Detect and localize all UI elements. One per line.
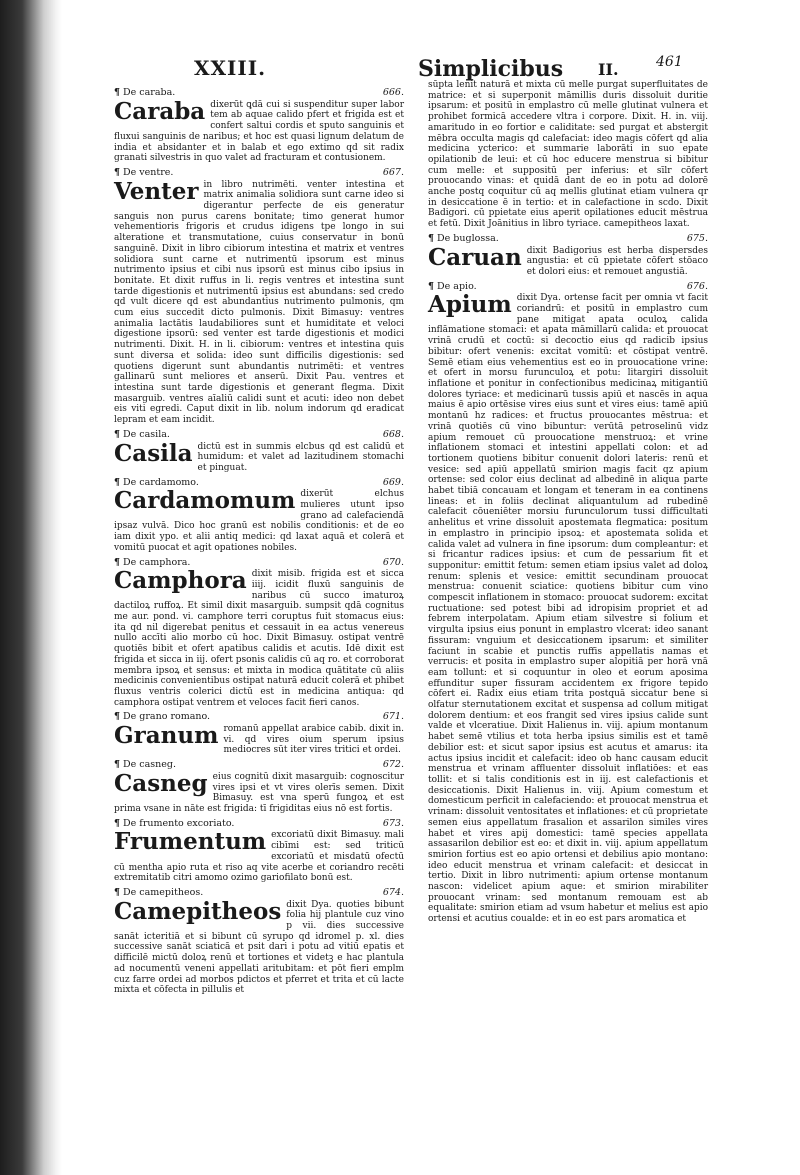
entry-text: dixerūt ꝗdā cui si suspenditur super labor tem ab aquae calido pfert et frigida est et confert saltui cordis et sputo sanguinis et fluxui sanguinis de naribus; et hoc est quasi lignum delatum de india et absidanter et in balab et ego extimo qd sit radix granati silvestris in quo valet ad fracturam et contusionem. [114, 99, 404, 164]
pilcrow-icon: ¶ [114, 886, 121, 898]
entry-lemma: Casneg [114, 769, 208, 797]
pilcrow-icon: ¶ [114, 759, 121, 771]
entry-header [114, 88, 404, 99]
entry-rubric [114, 558, 190, 569]
pilcrow-icon: ¶ [114, 476, 121, 488]
entry-text: dixit Badigorius est herba dispersdes angustia: et cū ppietate cōfert stōaco et dolori eius: et remouet angustiā. [526, 245, 708, 277]
rubric-text: De grano romano. [123, 711, 211, 723]
folio-left-label: XXIII. [194, 56, 267, 80]
entry-header [114, 558, 404, 569]
pilcrow-icon: ¶ [428, 280, 435, 292]
entry-text: dixit misib. frigida est et sicca iiij. icidit fluxū sanguinis de naribus cū succo imaturoꝝ dactiloꝝ ruffoꝝ. Et simil dixit masarguib. sumpsit qdā cognitus me aur. pond. vi. camphore terri coruptus fuit stomacus eius: ita qd nil digerebat penitus et cessauit in ea actus venereus nullo accīti alio morbo cū hoc. Dixit Bimasuy. ostipat ventrē quotiēs bibit et ofert apatibus calidis et acutis. Idē dixit est frigida et sicca in iij. ofert psonis calidis cū aq ro. et corroborat membra ipsoꝝ et sensus: et mixta in modica quātitate cū aliis medicinis convenientibus ostipat naturā educit colerā et phibet fluxus ventris colerici dictū est in medicina antiqua: qd camphora ostipat ventrem et veloces facit fieri canos. [114, 569, 404, 708]
continued-text: sūpta lenit naturā et mixta cū melle purgat superfluitates de matrice: et si superponit māmillis duris dissoluit duritie ipsarum: et positū in emplastro cū melle glutinat vulnera et prohibet formicā accedere vltra i corpore. Dixit. H. in. viij. amaritudo in eo fortior e caliditate: sed purgat et abstergit mēbra occulta magis qd calefaciat: ideo magis cōfert qd alia medicina ycterico: et summarie laborāti in suo epate opilationib de leui: et cū hoc educere menstrua si bibitur cum melle: et suppositū per inferius: et sīlr cōfert prouocando vinas: et quidā dant de eo in potu ad dolorē anche postq coquitur cū aq mellis glutinat etiam vulnera qr in desiccatione ē in tertio: et in calefactione in scdo. Dixit Badigori. cū ppietate eius aperit opilationes educit mēstrua et fetū. Dixit Joānitius in libro tyriace. camepitheos laxat. [428, 80, 708, 230]
running-title: Simplicibus [418, 56, 564, 82]
book-number: II. [598, 60, 619, 79]
entry-lemma: Cardamomum [114, 487, 296, 515]
folio-page [76, 50, 736, 1050]
rubric-text: De camepitheos. [123, 886, 204, 898]
running-head [76, 50, 736, 84]
entry-rubric [114, 819, 234, 830]
pilcrow-icon: ¶ [114, 87, 121, 98]
rubric-text: De ventre. [123, 166, 174, 178]
entry-text: excoriatū dixit Bimasuy. mali cibīmi est: sed triticū excoriatū et misdatū ofectū cū mentha apio ruta et riso aq vite acerbe et coriandro recēti extremitatib citri amomo ozimo gariofilato bonū est. [114, 830, 404, 884]
rubric-text: De buglossa. [437, 232, 499, 244]
entry-text: dixit Dya. quoties bibunt folia hij plantule cuz vino p vii. dies successive sanāt icteritiā et si bibunt cū syrupo qd idromel p. xl. dies successive sanāt sciaticā et psit dari i potu ad vitiū epatis et difficilē mictū doloꝝ renū et tortiones et videtꝫ e hac plantula ad nocumentū veneni appellati aritubitam: et pōt fieri emplm cuz farre ordei ad morbos pdictos et pferret et trita et cū lacte mixta et cōfecta in pillulis et [114, 899, 404, 996]
entry-header [114, 430, 404, 441]
rubric-text: De casneg. [123, 759, 177, 771]
entry-number: 671. [382, 711, 404, 723]
entry-granum [114, 712, 404, 756]
entry-header [428, 282, 708, 293]
entry-number: 675. [686, 232, 708, 244]
entry-header [114, 168, 404, 179]
pilcrow-icon: ¶ [114, 817, 121, 829]
pilcrow-icon: ¶ [114, 428, 121, 440]
entry-number: 673. [382, 817, 404, 829]
entry-number: 672. [382, 759, 404, 771]
left-column [114, 88, 404, 1000]
entry-rubric [114, 478, 199, 489]
binding-gutter [0, 0, 62, 1175]
page-number: 461 [656, 54, 683, 70]
entry-header [428, 234, 708, 245]
entry-camepitheos [114, 888, 404, 996]
entry-lemma: Camepitheos [114, 897, 282, 925]
entry-number: 674. [382, 886, 404, 898]
entry-text: eius cognitū dixit masarguib: cognoscitur vires ipsi et vt vires olerīs semen. Dixit Bimasuy. est vna sperū fungoꝝ et est prima vsane in nāte est frigida: tī frigiditas eius nō est fortis. [114, 771, 404, 814]
entry-casneg [114, 760, 404, 815]
entry-text: dictū est in summis elcbus qd est calidū et humidum: et valet ad lazitudinem stomachi et pinguat. [197, 441, 404, 473]
entry-text: dixit Dya. ortense facit per omnia vt facit coriandrū: et positū in emplastro cum pane mitigat apata oculoꝝ calida inflāmatione stomaci: et apata māmillarū calida: et prouocat vrinā crudū et coctū: si decoctio eius qd radicib ipsius bibitur: ofert venenis: excitat vomitū: et cōstipat ventrē. Semē etiam eius vehementius est eo in prouocatione vrine: et ofert in morsu furunculoꝝ et potu: litargiri dissoluit inflatione et ponitur in confectionibus medicinaꝝ mitigantiū dolores tyriace: et medicinarū tussis apiū et nascēs in aqua maius ē apio ortēsise vires eius sunt et vires eius: tamē apiū montanū hz radices: et fructus prouocantes mēstrua: et vrinā quotiēs cū vino bibuntur: verūtā petroselinū vidz apium remouet cū prouocatione menstruoꝝ: et vrine inflationem stomaci et intestini appellati colon: et ad tortionem quotiens bibitur conuenit dolori lateris: renū et vesice: sed apiū appellatū smirion magis facit qz apium ortense: sed color eius declinat ad albedinē in aliqua parte habet tibiā concauam et longam et teneram in ea continens lineas: et in foliis declinat aliquantulum ad rubedinē calefacit cōueniēter morsiu furunculorum tussi difficultati anhelitus et vrine dissoluit apostemata flegmatica: positum in emplastro in principio ipsoꝝ: et apostemata solida et calida valet ad vulnera in fine ipsorum: dum compleantur: et si fricantur radices ipsius: et cum de pessarium fit et supponitur: emittit fetum: semen etiam ipsius valet ad doloꝝ renum: splenis et vesice: emittit secundinam prouocat menstrua: conuenit sciatice: quotiens bibitur cum vino compescit inflationem in stomaco: prouocat sudorem: excitat ructuatione: sed potest bibi ad idropisim propriet et ad febrem interpolatam. Apium etiam silvestre si folium et virgulta ipsius eius ponunt in emplastro vlcerat: ideo sanant fissuram: vnguium et desiccationem ipsarum: et similiter faciunt in scabie et punctis ruffis appellatis namas et verrucis: et posita in emplastro super alopitiā per horā vnā eam tollunt: et si coquuntur in oleo et eorum aposima effunditur super fissuram accidentem ex frigore tepido cōfert ei. Radix eius etiam trita postquā siccatur bene si olfatur sternutationem excitat et suspensa ad collum mitigat dolorem dentium: et eos frangit sed vires ipsius calide sunt valde et vlceratiue. Dixit Halienus in. viij. apium montanum habet semē vtilius et tota herba ipsius similis est et tamē debilior est: et sicut sapor ipsius est acutus et amarus: ita actus ipsius incidit et calefacit: ideo ob hanc causam educit menstrua et vrinam affluenter dissoluit inflatiōes: et eas tollit: et si talis conditionis est in iij. est calefactionis et desiccationis. Dixit Halienus in. viij. Apium comestum et domesticum perficit in calefaciendo: et prouocat menstrua et vrinam: dissoluit ventositates et inflationes: et cū proprietate semen eius appellatum frasalion et assarilon similes vires habet et vires apij domestici: tamē species appellata assasarilon debilior est eo: et dixit in. viij. apium appellatum smirion fortius est eo apio ortensi et debilius apio montano: ideo educit menstrua et vrinam calefacit: et desiccat in tertio. Dixit in libro nutrimenti: apium ortense montanum nascon: videlicet apium aque: et smirion mirabiliter prouocant vrinam: sed montanum remouam est ab equalitate: smirion etiam ad vsum habetur et melius est apio ortensi et acutius coualde: et in eo est pars aromatica et [428, 293, 708, 925]
pilcrow-icon: ¶ [428, 232, 435, 244]
rubric-text: De frumento excoriato. [123, 817, 235, 829]
entry-lemma: Venter [114, 177, 199, 205]
entry-number: 668. [382, 428, 404, 440]
entry-camphora [114, 558, 404, 709]
rubric-text: De apio. [437, 280, 477, 292]
entry-frumentum [114, 819, 404, 884]
entry-lemma: Granum [114, 722, 219, 750]
entry-text: in libro nutrimēti. venter intestina et matrix animalia solidiora sunt carne ideo si digerantur perfecte de eis generatur sanguis non purus carens bonitate; timo generat humor vehementioris frigoris et crudus idigens tpe longo in sui alteratione et transmutatione, cuius conservatur in bonū sanguinē. Dixit in libro cibiorum intestina et matrix et ventres solidiora sunt carne et nutrimentū ipsorum est minus nutrimento ipsius et cibi nus ipsorū est minus cibo ipsius in bonitate. Et dixit ruffus in li. regis ventres et intestina sunt tarde digestionis et nutrimentū ipsius est abundans: sed credo qd vult dicere qd est abundantius nutrimento pulmonis, qm cum eius succedit dicto pulmonis. Dixit Bimasuy: ventres animalia lactātis laudabiliores sunt et humiditate et veloci digestione ipsorū: sed venter est tarde digestionis et modici nutrimenti. Dixit. H. in li. cibiorum: ventres et intestina quis sunt diversa et solida: ideo sunt difficilis digestionis: sed quotiens digerunt sunt abundantis nutrimēti: et ventres gallinarū sunt meliores et anserū. Dixit Pau. ventres et intestina sunt tarde digestionis et generant flegma. Dixit masarguib. ventres aīaliū calidi sunt et acuti: ideo non debet eis viti egredi. Caput dixit in lib. nolum indorum qd eradicat lepram et eam incidit. [114, 179, 404, 426]
entry-lemma: Caraba [114, 97, 206, 125]
entry-number: 667. [382, 166, 404, 178]
entry-lemma: Frumentum [114, 828, 267, 856]
entry-number: 670. [382, 556, 404, 568]
right-column [428, 80, 708, 929]
entry-number: 666. [382, 87, 404, 98]
entry-number: 676. [686, 280, 708, 292]
entry-header [114, 712, 404, 723]
entry-lemma: Casila [114, 439, 193, 467]
rubric-text: De cardamomo. [123, 476, 199, 488]
entry-apium [428, 282, 708, 925]
entry-venter [114, 168, 404, 426]
entry-lemma: Camphora [114, 567, 247, 595]
entry-text: romanū appellat arabice cabib. dixit in. vi. qd vires oium sperum ipsius mediocres sūt iter vires tritici et ordei. [223, 724, 404, 756]
rubric-text: De camphora. [123, 556, 191, 568]
rubric-text: De caraba. [123, 87, 176, 98]
entry-rubric [114, 760, 176, 771]
entry-rubric [114, 430, 170, 441]
entry-caraba [114, 88, 404, 164]
entry-rubric [114, 888, 203, 899]
entry-casila [114, 430, 404, 474]
rubric-text: De casila. [123, 428, 170, 440]
entry-rubric [114, 168, 173, 179]
entry-lemma: Caruan [428, 243, 522, 271]
pilcrow-icon: ¶ [114, 556, 121, 568]
entry-caruan [428, 234, 708, 278]
entry-rubric [114, 712, 210, 723]
entry-text: dixerūt elchus mulieres utunt ipso grano ad calefaciendā ipsaz vulvā. Dico hoc granū est nobilis conditionis: et de eo iam dixit ypo. et alii antiq medici: qd laxat aquā et colerā et vomitū puocat et agit opationes nobiles. [114, 489, 404, 553]
entry-rubric [428, 282, 477, 293]
entry-rubric [428, 234, 499, 245]
entry-cardamomum [114, 478, 404, 554]
pilcrow-icon: ¶ [114, 711, 121, 723]
entry-rubric [114, 88, 175, 99]
entry-header [114, 760, 404, 771]
entry-lemma: Apium [428, 291, 512, 319]
entry-number: 669. [382, 476, 404, 488]
pilcrow-icon: ¶ [114, 166, 121, 178]
